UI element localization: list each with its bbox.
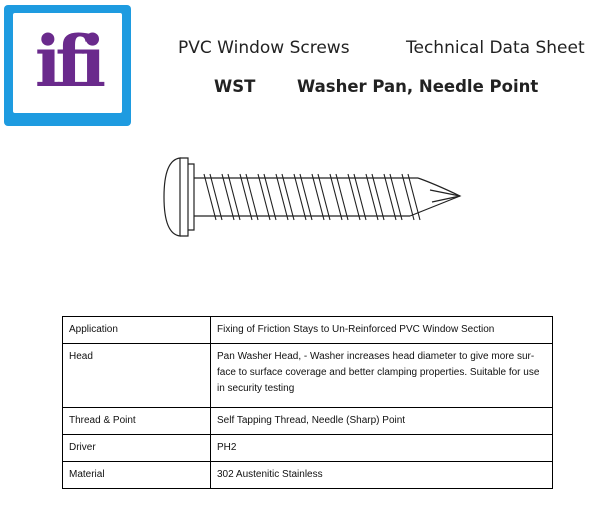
spec-row-driver [63, 435, 553, 462]
spec-table [62, 316, 553, 489]
product-description: Washer Pan, Needle Point [297, 77, 539, 96]
spec-label: Application [63, 317, 211, 344]
spec-value: Self Tapping Thread, Needle (Sharp) Point [211, 408, 553, 435]
screw-drawing-icon [160, 150, 470, 245]
spec-label: Material [63, 462, 211, 489]
spec-value: Fixing of Friction Stays to Un-Reinforced PVC Window Section [211, 317, 553, 344]
spec-value: 302 Austenitic Stainless [211, 462, 553, 489]
sheet-type: Technical Data Sheet [406, 38, 585, 58]
spec-label: Thread & Point [63, 408, 211, 435]
spec-value: PH2 [211, 435, 553, 462]
ifi-logo [4, 5, 131, 126]
spec-label: Head [63, 344, 211, 408]
spec-value: Pan Washer Head, - Washer increases head diameter to give more sur-face to surface coverage and better clamping properties. Suitable for use in security testing [211, 344, 553, 408]
spec-row-application [63, 317, 553, 344]
spec-label: Driver [63, 435, 211, 462]
spec-row-material [63, 462, 553, 489]
spec-row-head [63, 344, 553, 408]
product-code: WST [214, 77, 256, 96]
logo-background [13, 13, 122, 113]
product-title: PVC Window Screws [178, 38, 350, 58]
spec-row-thread-point [63, 408, 553, 435]
logo-text: ifi [34, 20, 101, 103]
